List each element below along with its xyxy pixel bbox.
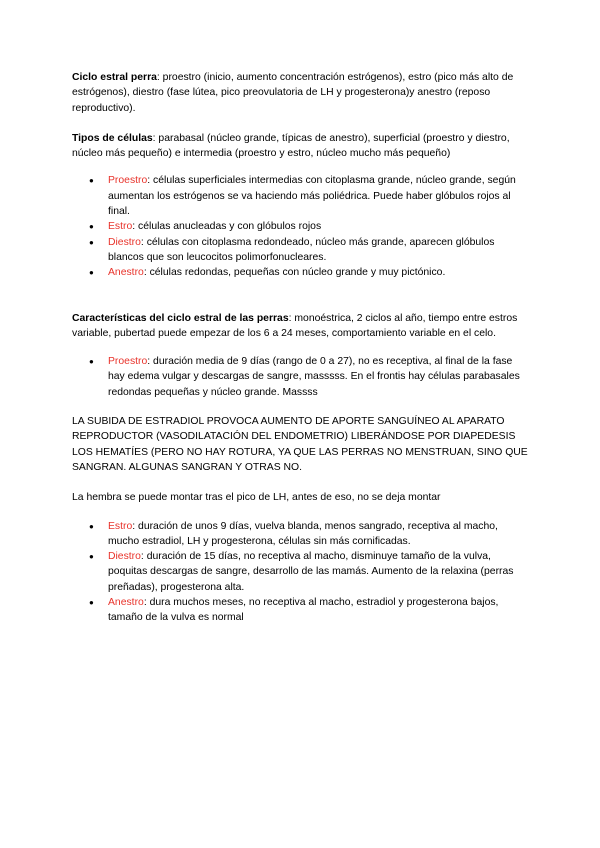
list-item-term: Estro bbox=[108, 520, 133, 532]
list-item-text: : células superficiales intermedias con citoplasma grande, núcleo grande, según aumentan los estrógenos se va haciendo más poliédrica. Puede haber glóbulos rojos al final. bbox=[108, 175, 516, 218]
list-item-term: Anestro bbox=[108, 597, 144, 609]
bullet-list-fases bbox=[72, 519, 530, 626]
bullet-icon: ● bbox=[89, 598, 94, 608]
list-item-text: : duración de unos 9 días, vuelva blanda, menos sangrado, receptiva al macho, mucho estradiol, LH y progesterona, células sin más cornificadas. bbox=[108, 520, 498, 547]
paragraph-heading: Características del ciclo estral de las perras bbox=[72, 312, 289, 324]
document-page bbox=[72, 70, 530, 626]
list-item bbox=[72, 235, 530, 266]
list-item-term: Anestro bbox=[108, 267, 144, 279]
list-item-term: Proestro bbox=[108, 175, 148, 187]
paragraph-tipos-celulas bbox=[72, 131, 530, 162]
paragraph-text: : proestro (inicio, aumento concentración estrógenos), estro (pico más alto de estrógenos), diestro (fase lútea, pico preovulatoria de LH y progesterona)y anestro (reposo reproductivo). bbox=[72, 72, 514, 114]
list-item-text: : duración de 15 días, no receptiva al macho, disminuye tamaño de la vulva, poquitas descargas de sangre, desarrollo de las mamás. Aumento de la relaxina (perras preñadas), progesterona alta. bbox=[108, 551, 514, 593]
list-item bbox=[72, 519, 530, 550]
paragraph-ciclo-estral bbox=[72, 70, 530, 116]
list-item-term: Diestro bbox=[108, 551, 141, 563]
paragraph-caracteristicas bbox=[72, 311, 530, 342]
bullet-icon: ● bbox=[89, 268, 94, 278]
list-item-term: Estro bbox=[108, 221, 133, 233]
list-item-text: : células anucleadas y con glóbulos rojos bbox=[132, 221, 322, 233]
list-item bbox=[72, 354, 530, 400]
paragraph-heading: Ciclo estral perra bbox=[72, 72, 157, 83]
paragraph-hembra: La hembra se puede montar tras el pico de LH, antes de eso, no se deja montar bbox=[72, 492, 441, 504]
paragraph-estradiol: LA SUBIDA DE ESTRADIOL PROVOCA AUMENTO DE APORTE SANGUÍNEO AL APARATO REPRODUCTOR (VASODILATACIÓN DEL ENDOMETRIO) LIBERÁNDOSE POR DIAPEDESIS LOS HEMATÍES (PERO NO HAY ROTURA, YA QUE LAS PERRAS NO MENSTRUAN, SINO QUE SANGRAN. ALGUNAS SANGRAN Y OTRAS NO. bbox=[72, 416, 528, 473]
bullet-list-celulas bbox=[72, 173, 530, 280]
list-item-term: Proestro bbox=[108, 356, 148, 368]
bullet-icon: ● bbox=[89, 521, 94, 531]
list-item-text: : dura muchos meses, no receptiva al macho, estradiol y progesterona bajos, tamaño de la vulva es normal bbox=[108, 597, 499, 624]
paragraph-text: : monoéstrica, 2 ciclos al año, tiempo entre estros variable, pubertad puede empezar de los 6 a 24 meses, comportamiento variable en el celo. bbox=[72, 312, 518, 339]
bullet-icon: ● bbox=[89, 237, 94, 247]
list-item bbox=[72, 265, 530, 280]
paragraph-heading: Tipos de células bbox=[72, 132, 153, 144]
list-item bbox=[72, 173, 530, 219]
bullet-icon: ● bbox=[89, 176, 94, 186]
paragraph-text: : parabasal (núcleo grande, típicas de anestro), superficial (proestro y diestro, núcleo más pequeño) e intermedia (proestro y estro, núcleo mucho más pequeño) bbox=[72, 132, 510, 160]
list-item bbox=[72, 219, 530, 234]
bullet-list-proestro bbox=[72, 354, 530, 400]
list-item bbox=[72, 595, 530, 626]
bullet-icon: ● bbox=[89, 552, 94, 562]
list-item-text: : células redondas, pequeñas con núcleo grande y muy pictónico. bbox=[143, 267, 446, 279]
list-item-text: : duración media de 9 días (rango de 0 a 27), no es receptiva, al final de la fase hay edema vulgar y descargas de sangre, masssss. En el frontis hay células parabasales redondas pequeñas y núcleo grande. Massss bbox=[108, 356, 520, 398]
list-item bbox=[72, 549, 530, 595]
bullet-icon: ● bbox=[89, 222, 94, 232]
list-item-term: Diestro bbox=[108, 236, 141, 248]
bullet-icon: ● bbox=[89, 357, 94, 367]
list-item-text: : células con citoplasma redondeado, núcleo más grande, aparecen glóbulos blancos que son leucocitos polimorfonucleares. bbox=[108, 236, 495, 263]
